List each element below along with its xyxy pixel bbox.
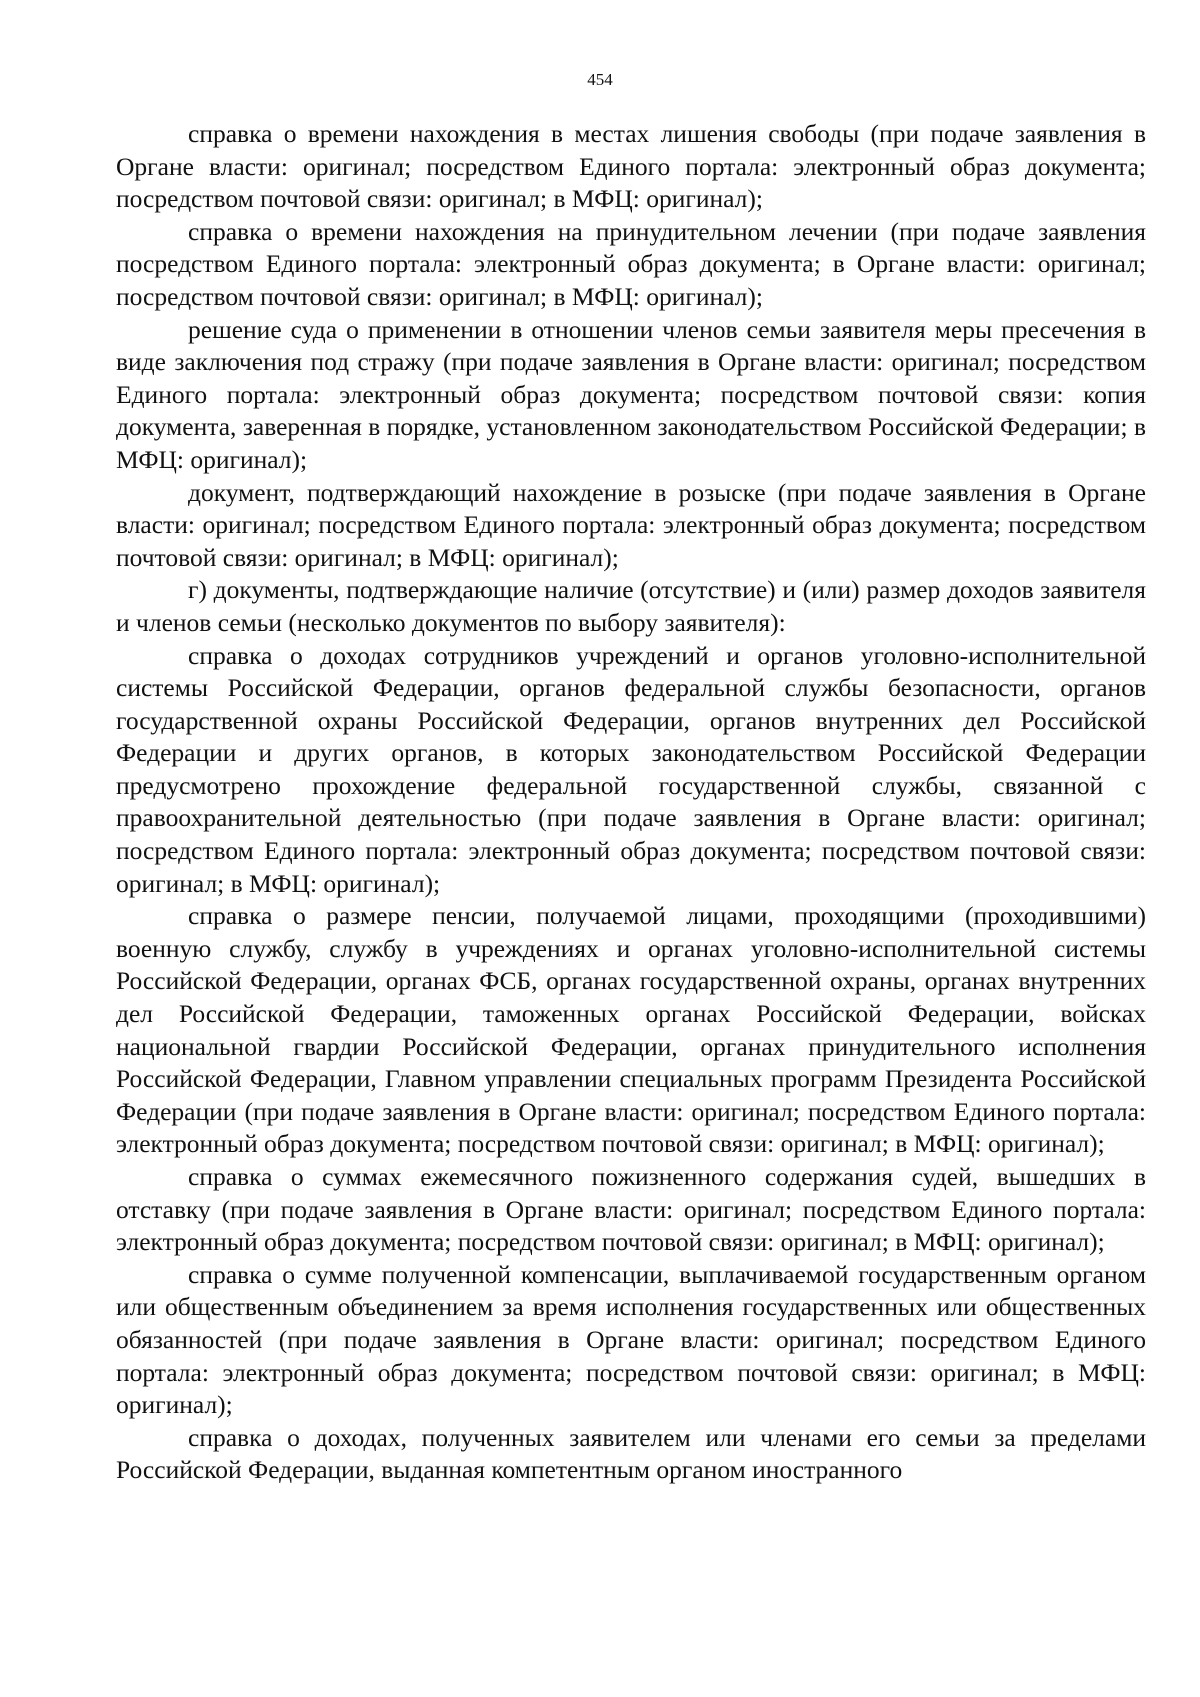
paragraph-compensation-certificate: справка о сумме полученной компенсации, выплачиваемой государственным органом или общественным объединением за время исполнения государственных или общественных обязанностей (при подаче заявления в Органе власти: оригинал; посредством Единого портала: электронный образ документа; посредством почтовой связи: оригинал; в МФЦ: оригинал); xyxy=(116,1259,1146,1420)
paragraph-court-decision: решение суда о применении в отношении членов семьи заявителя меры пресечения в виде заключения под стражу (при подаче заявления в Органе власти: оригинал; посредством Единого портала: электронный образ документа; посредством почтовой связи: копия документа, заверенная в порядке, установленном законодательством Российской Федерации; в МФЦ: оригинал); xyxy=(116,314,1146,474)
paragraph-income-documents-heading: г) документы, подтверждающие наличие (отсутствие) и (или) размер доходов заявителя и членов семьи (несколько документов по выбору заявителя): xyxy=(116,575,1146,637)
paragraph-detention-certificate: справка о времени нахождения в местах лишения свободы (при подаче заявления в Органе власти: оригинал; посредством Единого портала: электронный образ документа; посредством почтовой связи: оригинал; в МФЦ: оригинал); xyxy=(116,119,1146,214)
document-body xyxy=(116,118,1146,1487)
paragraph-wanted-document: документ, подтверждающий нахождение в розыске (при подаче заявления в Органе власти: оригинал; посредством Единого портала: электронный образ документа; посредством почтовой связи: оригинал; в МФЦ: оригинал); xyxy=(116,477,1146,572)
paragraph-compulsory-treatment-certificate: справка о времени нахождения на принудительном лечении (при подаче заявления посредством Единого портала: электронный образ документа; в Органе власти: оригинал; посредством почтовой связи: оригинал; в МФЦ: оригинал); xyxy=(116,216,1146,311)
paragraph-pension-certificate: справка о размере пенсии, получаемой лицами, проходящими (проходившими) военную службу, службу в учреждениях и органах уголовно-исполнительной системы Российской Федерации, органах ФСБ, органах государственной охраны, органах внутренних дел Российской Федерации, таможенных органах Российской Федерации, войсках национальной гвардии Российской Федерации, органах принудительного исполнения Российской Федерации, Главном управлении специальных программ Президента Российской Федерации (при подаче заявления в Органе власти: оригинал; посредством Единого портала: электронный образ документа; посредством почтовой связи: оригинал; в МФЦ: оригинал); xyxy=(116,901,1146,1159)
paragraph-officer-income-certificate: справка о доходах сотрудников учреждений и органов уголовно-исполнительной системы Российской Федерации, органов федеральной службы безопасности, органов государственной охраны Российской Федерации, органов внутренних дел Российской Федерации и других органов, в которых законодательством Российской Федерации предусмотрено прохождение федеральной государственной службы, связанной с правоохранительной деятельностью (при подаче заявления в Органе власти: оригинал; посредством Единого портала: электронный образ документа; посредством почтовой связи: оригинал; в МФЦ: оригинал); xyxy=(116,640,1146,898)
paragraph-judges-allowance-certificate: справка о суммах ежемесячного пожизненного содержания судей, вышедших в отставку (при подаче заявления в Органе власти: оригинал; посредством Единого портала: электронный образ документа; посредством почтовой связи: оригинал; в МФЦ: оригинал); xyxy=(116,1162,1146,1257)
paragraph-foreign-income-certificate: справка о доходах, полученных заявителем или членами его семьи за пределами Российской Федерации, выданная компетентным органом иностранного xyxy=(116,1422,1146,1485)
page-number: 454 xyxy=(587,70,613,89)
